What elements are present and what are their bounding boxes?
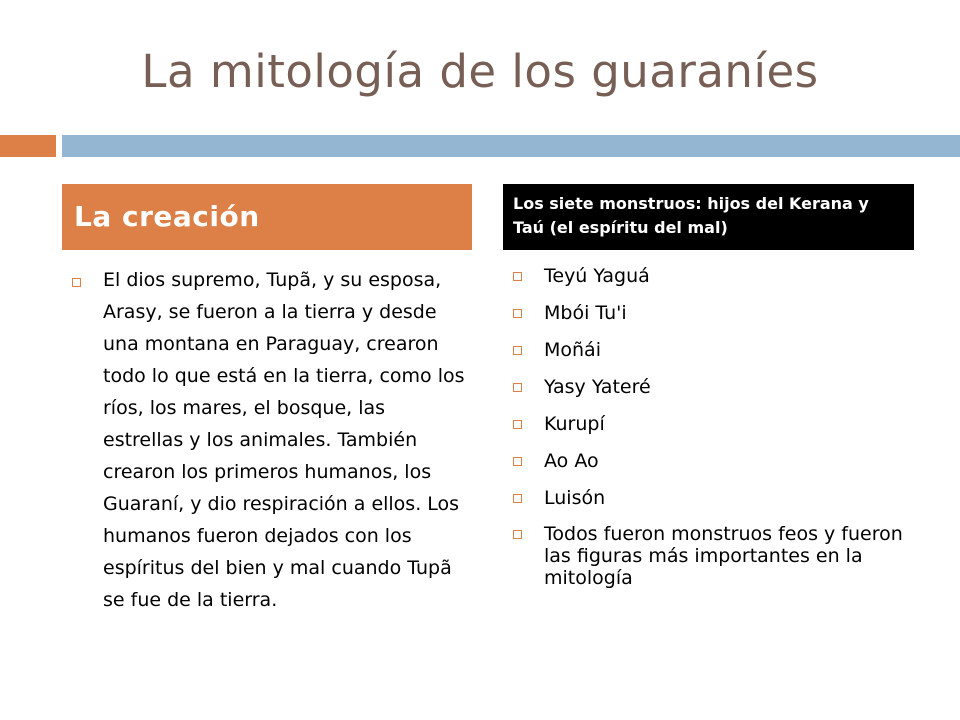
square-bullet-icon bbox=[513, 346, 522, 355]
square-bullet-icon bbox=[513, 530, 522, 539]
square-bullet-icon bbox=[72, 278, 81, 287]
list-item bbox=[513, 336, 913, 373]
right-column-heading: Los siete monstruos: hijos del Kerana y Taú (el espíritu del mal) bbox=[503, 184, 914, 250]
list-item-text: Kurupí bbox=[544, 413, 605, 435]
list-item-text: Yasy Yateré bbox=[544, 376, 651, 398]
list-item bbox=[513, 484, 913, 521]
list-item bbox=[513, 373, 913, 410]
monsters-list bbox=[513, 262, 913, 589]
left-column-body bbox=[72, 264, 472, 616]
left-column-heading: La creación bbox=[62, 184, 472, 250]
list-item bbox=[513, 447, 913, 484]
accent-bar-blue bbox=[62, 135, 960, 157]
list-item bbox=[513, 410, 913, 447]
slide-title: La mitología de los guaraníes bbox=[141, 45, 819, 98]
square-bullet-icon bbox=[513, 494, 522, 503]
square-bullet-icon bbox=[513, 420, 522, 429]
square-bullet-icon bbox=[513, 383, 522, 392]
list-item bbox=[513, 523, 913, 589]
accent-bar-orange bbox=[0, 135, 56, 157]
list-item-text: Mbói Tu'i bbox=[544, 302, 627, 324]
list-item bbox=[513, 262, 913, 299]
list-item-text: Ao Ao bbox=[544, 450, 599, 472]
left-bullet-item bbox=[72, 264, 472, 616]
list-item bbox=[513, 299, 913, 336]
square-bullet-icon bbox=[513, 309, 522, 318]
list-item-text: Moñái bbox=[544, 339, 601, 361]
list-item-text: Luisón bbox=[544, 487, 606, 509]
list-item-text: Todos fueron monstruos feos y fueron las figuras más importantes en la mitología bbox=[544, 523, 903, 589]
list-item-text: Teyú Yaguá bbox=[544, 265, 650, 287]
square-bullet-icon bbox=[513, 272, 522, 281]
creation-paragraph: El dios supremo, Tupã, y su esposa, Arasy, se fueron a la tierra y desde una montana en Paraguay, crearon todo lo que está en la tierra, como los ríos, los mares, el bosque, las estrellas y los animales. También crearon los primeros humanos, los Guaraní, y dio respiración a ellos. Los humanos fueron dejados con los espíritus del bien y mal cuando Tupã se fue de la tierra. bbox=[103, 269, 465, 611]
square-bullet-icon bbox=[513, 457, 522, 466]
